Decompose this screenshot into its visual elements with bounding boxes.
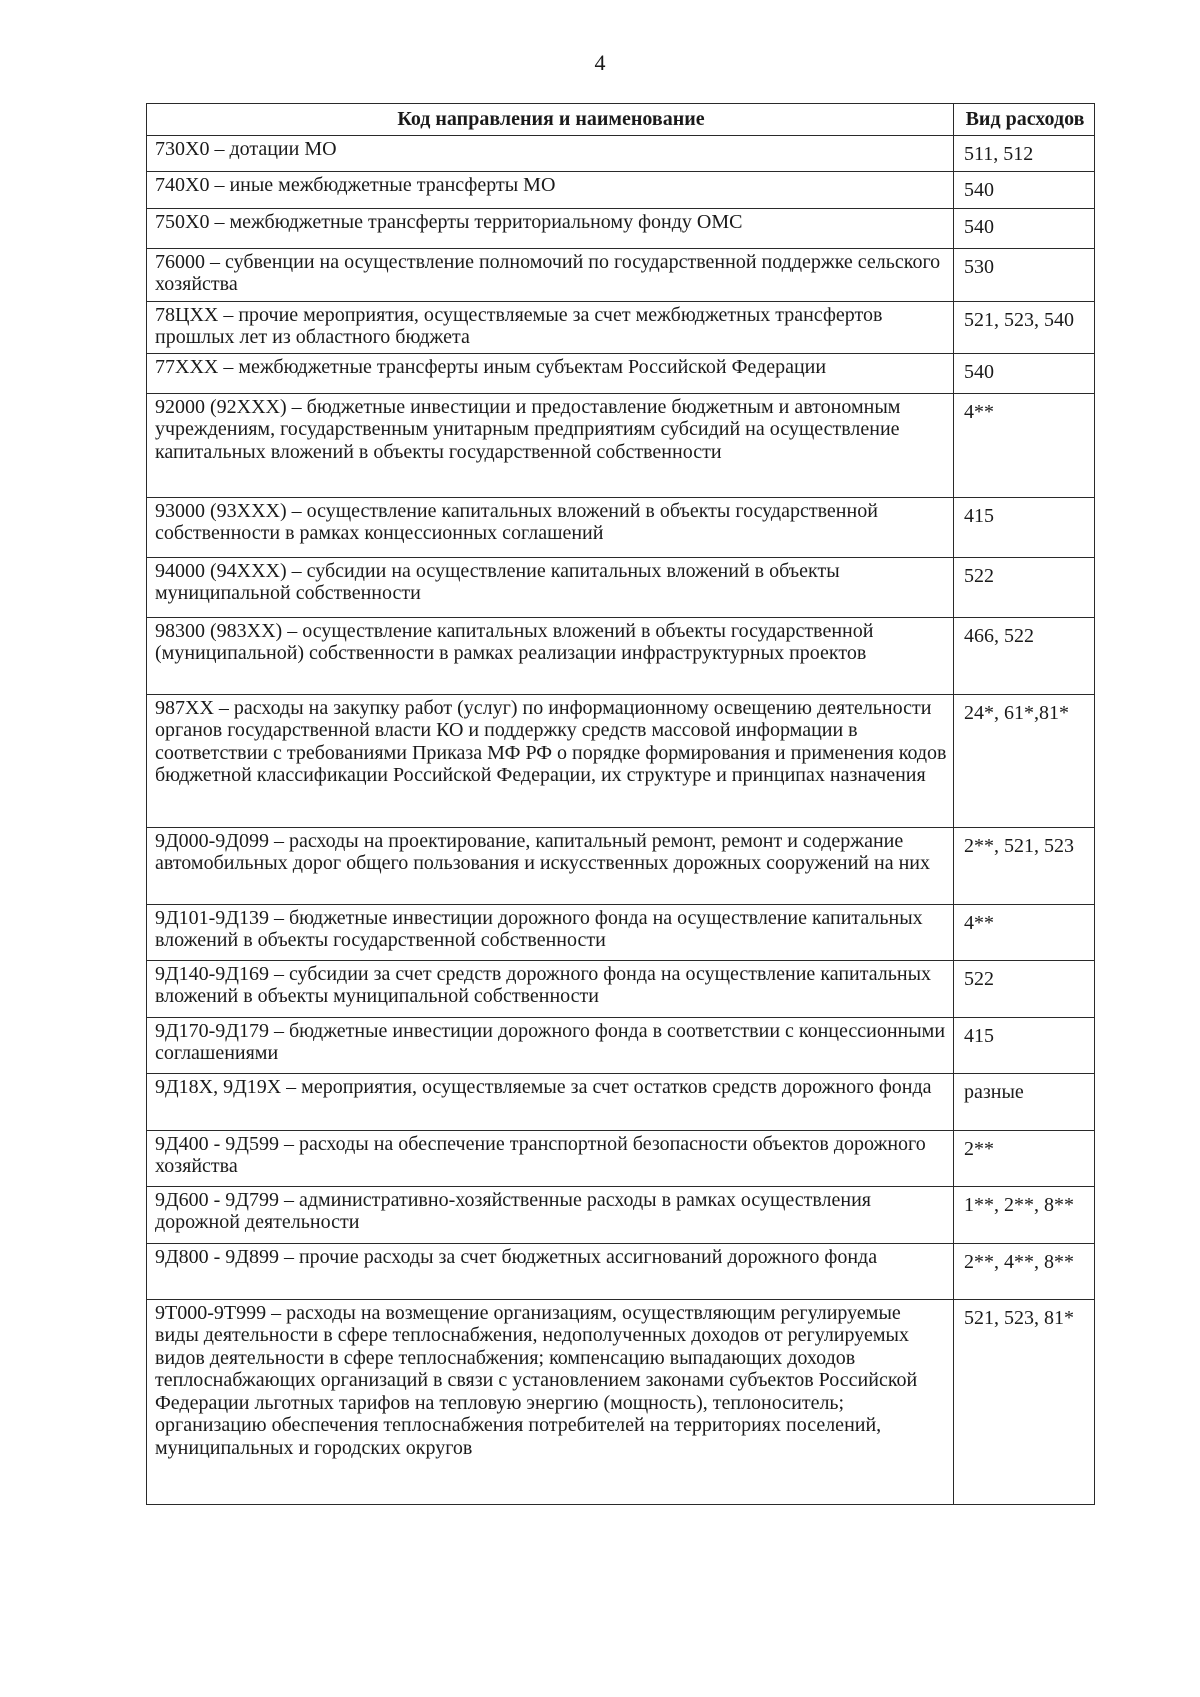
row-code-name: 9Д400 - 9Д599 – расходы на обеспечение транспортной безопасности объектов дорожного хозяйства bbox=[147, 1130, 954, 1186]
header-code-name: Код направления и наименование bbox=[147, 104, 954, 136]
row-expense-type: 521, 523, 540 bbox=[954, 301, 1095, 353]
row-expense-type: 415 bbox=[954, 1017, 1095, 1073]
table-row bbox=[147, 1073, 1095, 1130]
table-header-row bbox=[147, 104, 1095, 136]
row-expense-type: 521, 523, 81* bbox=[954, 1299, 1095, 1504]
row-code-name: 9Д101-9Д139 – бюджетные инвестиции дорожного фонда на осуществление капитальных вложений в объекты государственной собственности bbox=[147, 904, 954, 960]
table-row bbox=[147, 694, 1095, 827]
table-row bbox=[147, 248, 1095, 301]
row-expense-type: 1**, 2**, 8** bbox=[954, 1186, 1095, 1243]
table-row bbox=[147, 393, 1095, 497]
row-code-name: 9Д600 - 9Д799 – административно-хозяйственные расходы в рамках осуществления дорожной деятельности bbox=[147, 1186, 954, 1243]
row-expense-type: разные bbox=[954, 1073, 1095, 1130]
table-row bbox=[147, 497, 1095, 557]
expense-codes-table bbox=[146, 103, 1095, 1505]
header-expense-type: Вид расходов bbox=[954, 104, 1095, 136]
row-expense-type: 530 bbox=[954, 248, 1095, 301]
row-code-name: 987ХХ – расходы на закупку работ (услуг) по информационному освещению деятельности органов государственной власти КО и поддержку средств массовой информации в соответствии с требованиями Приказа МФ РФ о порядке формирования и применения кодов бюджетной классификации Российской Федерации, их структуре и принципах назначения bbox=[147, 694, 954, 827]
table-row bbox=[147, 171, 1095, 208]
row-expense-type: 540 bbox=[954, 353, 1095, 393]
row-code-name: 93000 (93ХХХ) – осуществление капитальных вложений в объекты государственной собственности в рамках концессионных соглашений bbox=[147, 497, 954, 557]
table-row bbox=[147, 208, 1095, 248]
row-expense-type: 522 bbox=[954, 557, 1095, 617]
row-expense-type: 466, 522 bbox=[954, 617, 1095, 694]
table-row bbox=[147, 301, 1095, 353]
table-row bbox=[147, 1186, 1095, 1243]
table-row bbox=[147, 135, 1095, 171]
row-code-name: 730Х0 – дотации МО bbox=[147, 135, 954, 171]
row-expense-type: 24*, 61*,81* bbox=[954, 694, 1095, 827]
row-expense-type: 4** bbox=[954, 393, 1095, 497]
row-code-name: 9Т000-9Т999 – расходы на возмещение организациям, осуществляющим регулируемые виды деятельности в сфере теплоснабжения, недополученных доходов от регулируемых видов деятельности в сфере теплоснабжения; компенсацию выпадающих доходов теплоснабжающих организаций в связи с установлением законами субъектов Российской Федерации льготных тарифов на тепловую энергию (мощность), теплоноситель; организацию обеспечения теплоснабжения потребителей на территориях поселений, муниципальных и городских округов bbox=[147, 1299, 954, 1504]
row-expense-type: 522 bbox=[954, 960, 1095, 1017]
row-code-name: 9Д000-9Д099 – расходы на проектирование, капитальный ремонт, ремонт и содержание автомобильных дорог общего пользования и искусственных дорожных сооружений на них bbox=[147, 827, 954, 904]
row-code-name: 9Д800 - 9Д899 – прочие расходы за счет бюджетных ассигнований дорожного фонда bbox=[147, 1243, 954, 1299]
row-code-name: 750Х0 – межбюджетные трансферты территориальному фонду ОМС bbox=[147, 208, 954, 248]
row-code-name: 76000 – субвенции на осуществление полномочий по государственной поддержке сельского хозяйства bbox=[147, 248, 954, 301]
page-number: 4 bbox=[594, 50, 606, 75]
table-row bbox=[147, 1017, 1095, 1073]
row-expense-type: 511, 512 bbox=[954, 135, 1095, 171]
row-expense-type: 2**, 521, 523 bbox=[954, 827, 1095, 904]
row-code-name: 9Д140-9Д169 – субсидии за счет средств дорожного фонда на осуществление капитальных вложений в объекты муниципальной собственности bbox=[147, 960, 954, 1017]
table-header bbox=[147, 104, 1095, 136]
row-expense-type: 540 bbox=[954, 171, 1095, 208]
table-row bbox=[147, 1243, 1095, 1299]
row-code-name: 78ЦХХ – прочие мероприятия, осуществляемые за счет межбюджетных трансфертов прошлых лет из областного бюджета bbox=[147, 301, 954, 353]
row-code-name: 98300 (983ХХ) – осуществление капитальных вложений в объекты государственной (муниципальной) собственности в рамках реализации инфраструктурных проектов bbox=[147, 617, 954, 694]
table-row bbox=[147, 827, 1095, 904]
row-expense-type: 540 bbox=[954, 208, 1095, 248]
table-body bbox=[147, 135, 1095, 1504]
row-code-name: 77ХХХ – межбюджетные трансферты иным субъектам Российской Федерации bbox=[147, 353, 954, 393]
row-expense-type: 2** bbox=[954, 1130, 1095, 1186]
row-expense-type: 4** bbox=[954, 904, 1095, 960]
row-code-name: 94000 (94ХХХ) – субсидии на осуществление капитальных вложений в объекты муниципальной собственности bbox=[147, 557, 954, 617]
row-expense-type: 2**, 4**, 8** bbox=[954, 1243, 1095, 1299]
table-row bbox=[147, 617, 1095, 694]
table-row bbox=[147, 1299, 1095, 1504]
table-row bbox=[147, 960, 1095, 1017]
table-row bbox=[147, 1130, 1095, 1186]
row-code-name: 9Д170-9Д179 – бюджетные инвестиции дорожного фонда в соответствии с концессионными соглашениями bbox=[147, 1017, 954, 1073]
row-expense-type: 415 bbox=[954, 497, 1095, 557]
row-code-name: 92000 (92ХХХ) – бюджетные инвестиции и предоставление бюджетным и автономным учреждениям, государственным унитарным предприятиям субсидий на осуществление капитальных вложений в объекты государственной собственности bbox=[147, 393, 954, 497]
table-row bbox=[147, 353, 1095, 393]
row-code-name: 9Д18Х, 9Д19Х – мероприятия, осуществляемые за счет остатков средств дорожного фонда bbox=[147, 1073, 954, 1130]
table-row bbox=[147, 904, 1095, 960]
table-row bbox=[147, 557, 1095, 617]
row-code-name: 740Х0 – иные межбюджетные трансферты МО bbox=[147, 171, 954, 208]
